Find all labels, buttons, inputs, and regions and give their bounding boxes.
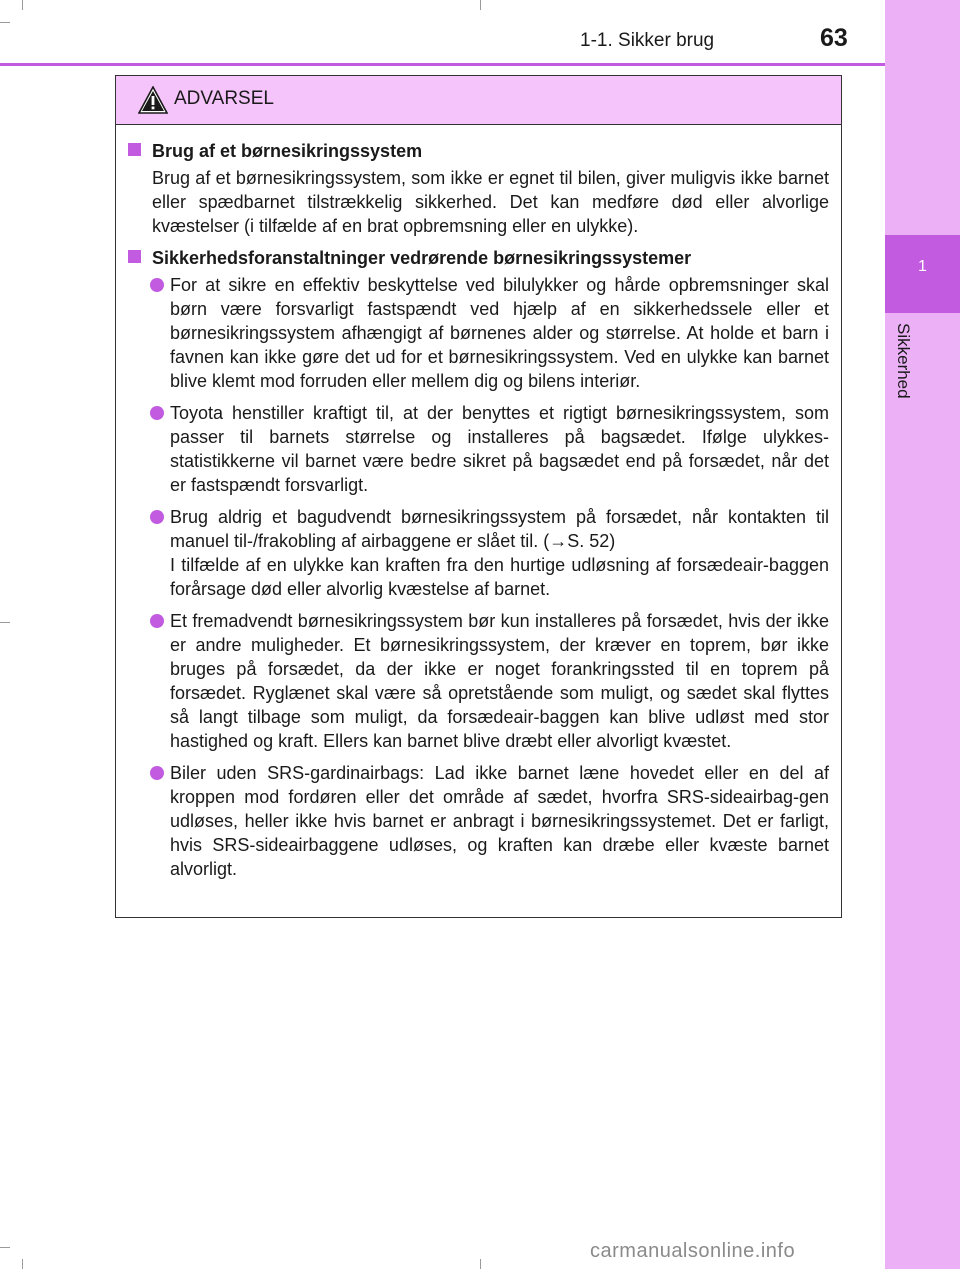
bullet-item [128,609,829,753]
round-bullet-icon [150,406,164,420]
warning-box [115,75,842,918]
section-heading [128,139,829,163]
warning-title: ADVARSEL [174,88,274,109]
header-rule [0,63,885,66]
bullet-item [128,505,829,601]
round-bullet-icon [150,510,164,524]
round-bullet-icon [150,278,164,292]
paragraph: Brug af et børnesikringssystem, som ikke er egnet til bilen, giver muligvis ikke barnet eller spædbarnet tilstrækkelig sikkerhed. Det kan medføre død eller alvorlige kvæstelser (i tilfælde af en brat opbremsning eller en ulykke). [152,168,829,236]
watermark: carmanualsonline.info [590,1240,796,1262]
warning-body [116,125,841,881]
bullet-text: Toyota henstiller kraftigt til, at der benyttes et rigtigt børnesikringssystem, som passer til barnets størrelse og installeres på bagsædet. Ifølge ulykkes-statistikkerne vil barnet være bedre sikret på bagsædet end på forsædet, når det er fastspændt forsvarligt. [170,403,829,495]
chapter-number: 1 [918,258,927,275]
bullet-item [128,273,829,393]
bullet-text-continuation: I tilfælde af en ulykke kan kraften fra den hurtige udløsning af forsædeair-baggen forårsage død eller alvorlig kvæstelse af barnet. [170,555,829,599]
section-title: 1-1. Sikker brug [580,30,715,51]
heading-text: Sikkerhedsforanstaltninger vedrørende børnesikringssystemer [152,248,692,268]
bullet-item [128,401,829,497]
crop-mark [22,0,23,10]
crop-mark [480,0,481,10]
bullet-text: Brug aldrig et bagudvendt børnesikringssystem på forsædet, når kontakten til manuel til-/frakobling af airbaggene er slået til. (→S. 52) [170,507,829,551]
page-number: 63 [820,24,848,52]
heading-text: Brug af et børnesikringssystem [152,141,423,161]
section-heading [128,246,829,270]
bullet-item [128,761,829,881]
square-bullet-icon [128,143,141,156]
crop-mark [0,22,10,23]
chapter-label: Sikkerhed [894,323,913,399]
round-bullet-icon [150,766,164,780]
bullet-text: For at sikre en effektiv beskyttelse ved bilulykker og hårde opbremsninger skal børn være forsvarligt fastspændt ved hjælp af en sikkerhedssele eller et børnesikringssystem afhængigt af børnenes alder og størrelse. At holde et barn i favnen kan ikke gøre det ud for et børnesikringssystem. Ved en ulykke kan barnet blive klemt mod forruden eller mellem dig og bilens interiør. [170,275,829,391]
crop-mark [480,1259,481,1269]
crop-mark [22,1259,23,1269]
bullet-text: Et fremadvendt børnesikringssystem bør kun installeres på forsædet, hvis der ikke er andre muligheder. Et børnesikringssystem, der kræver en toprem, bør ikke bruges på forsædet, da der ikke er noget forankringssted til en toprem på forsædet. Ryglænet skal være så opretstående som muligt, og sædet skal flyttes så langt tilbage som muligt, da forsædeair-baggen kan blive udløst med stor hastighed og kraft. Ellers kan barnet blive dræbt eller alvorligt kvæstet. [170,611,829,751]
warning-triangle-icon [138,86,168,114]
round-bullet-icon [150,614,164,628]
warning-header [116,76,841,125]
chapter-side-tab [885,0,960,1269]
crop-mark [0,1247,10,1248]
crop-mark [0,622,10,623]
square-bullet-icon [128,250,141,263]
bullet-text: Biler uden SRS-gardinairbags: Lad ikke barnet læne hovedet eller en del af kroppen mod fordøren eller det område af sædet, hvorfra SRS-sideairbag-gen udløses, heller ikke hvis barnet er anbragt i børnesikringssystemet. Det er farligt, hvis SRS-sideairbaggene udløses, og kraften kan dræbe eller kvæste barnet alvorligt. [170,763,829,879]
